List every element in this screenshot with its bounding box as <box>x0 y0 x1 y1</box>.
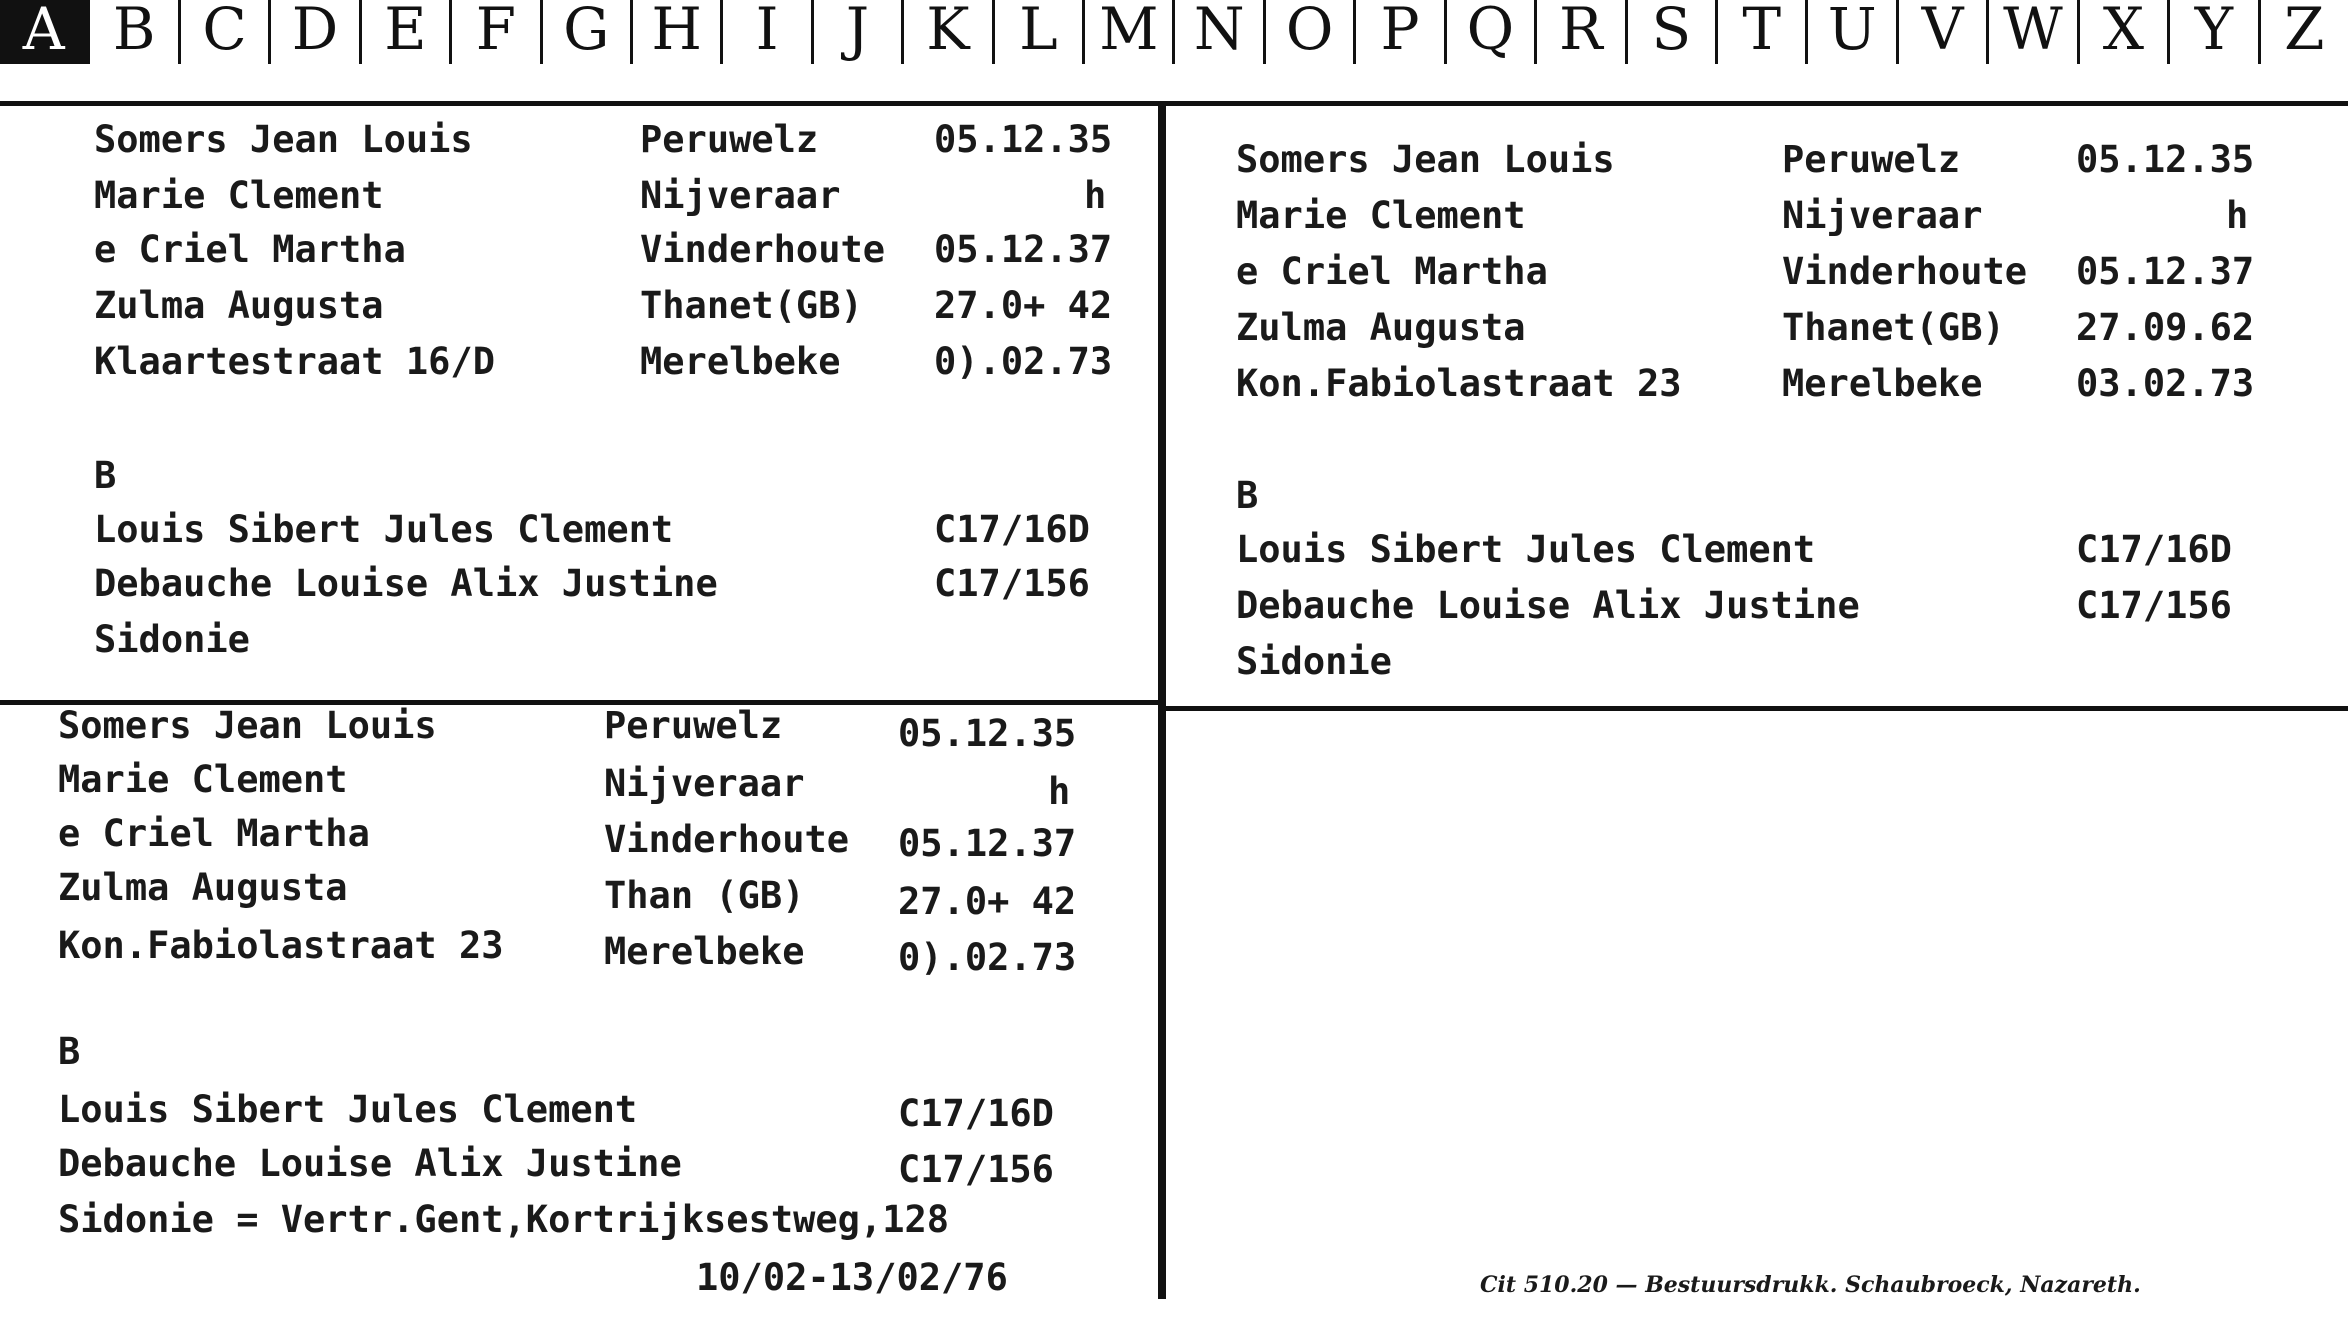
printer-imprint: Cit 510.20 — Bestuursdrukk. Schaubroeck, Nazareth. <box>1480 1272 2141 1298</box>
card-place: Thanet(GB) <box>1782 306 2005 349</box>
card-place: Merelbeke <box>640 340 841 383</box>
alphabet-index <box>0 0 2348 100</box>
card-place: Nijveraar <box>1782 194 1983 237</box>
card-date: 27.0+ 42 <box>898 880 1077 923</box>
card-name: Somers Jean Louis <box>1236 138 1615 181</box>
section-letter: B <box>58 1030 81 1073</box>
card-place: Vinderhoute <box>604 818 850 861</box>
section-letter: B <box>1236 474 1259 517</box>
alphabet-tab-m: M <box>1085 0 1175 64</box>
alphabet-tab-l: L <box>995 0 1085 64</box>
child-name: Sidonie <box>94 618 250 661</box>
card-date: h <box>1048 770 1071 813</box>
alphabet-tab-f: F <box>452 0 542 64</box>
child-name: Louis Sibert Jules Clement <box>1236 528 1816 571</box>
child-code: C17/156 <box>2076 584 2232 627</box>
alphabet-tab-c: C <box>181 0 271 64</box>
card-name: Zulma Augusta <box>1236 306 1526 349</box>
child-name: Sidonie = Vertr.Gent,Kortrijksestweg,128 <box>58 1198 950 1241</box>
alphabet-tab-p: P <box>1356 0 1446 64</box>
card-date: 05.12.35 <box>2076 138 2255 181</box>
card-name: Marie Clement <box>58 758 348 801</box>
child-name: Debauche Louise Alix Justine <box>58 1142 682 1185</box>
child-name: Louis Sibert Jules Clement <box>58 1088 638 1131</box>
card-date: 05.12.37 <box>898 822 1077 865</box>
child-name: Louis Sibert Jules Clement <box>94 508 674 551</box>
card-address: Kon.Fabiolastraat 23 <box>58 924 504 967</box>
card-place: Peruwelz <box>604 704 783 747</box>
child-code: C17/16D <box>2076 528 2232 571</box>
card-name: e Criel Martha <box>1236 250 1548 293</box>
card-place: Merelbeke <box>604 930 805 973</box>
alphabet-tab-u: U <box>1808 0 1898 64</box>
card-date: 0).02.73 <box>898 936 1077 979</box>
card-place: Nijveraar <box>640 174 841 217</box>
header-divider <box>0 101 2348 106</box>
card-date: 05.12.35 <box>934 118 1113 161</box>
card-date: 05.12.37 <box>934 228 1113 271</box>
card-name: Somers Jean Louis <box>94 118 473 161</box>
alphabet-tab-z: Z <box>2284 0 2325 63</box>
alphabet-tab-x: X <box>2080 0 2170 64</box>
child-code: C17/16D <box>934 508 1090 551</box>
card-name: Zulma Augusta <box>94 284 384 327</box>
alphabet-tab-e: E <box>362 0 452 64</box>
alphabet-tab-w: W <box>1989 0 2079 64</box>
card-date: h <box>2226 194 2249 237</box>
alphabet-tab-j: J <box>814 0 904 64</box>
card-date: 05.12.35 <box>898 712 1077 755</box>
card-date: 0).02.73 <box>934 340 1113 383</box>
alphabet-tab-y: Y <box>2170 0 2260 64</box>
alphabet-tab-v: V <box>1899 0 1989 64</box>
card-place: Peruwelz <box>1782 138 1961 181</box>
card-name: Zulma Augusta <box>58 866 348 909</box>
card-date: h <box>1084 174 1107 217</box>
card-date: 27.0+ 42 <box>934 284 1113 327</box>
card-place: Vinderhoute <box>640 228 886 271</box>
alphabet-tab-d: D <box>271 0 361 64</box>
card-place: Merelbeke <box>1782 362 1983 405</box>
child-code: C17/16D <box>898 1092 1054 1135</box>
alphabet-tab-o: O <box>1266 0 1356 64</box>
card-address: Klaartestraat 16/D <box>94 340 495 383</box>
alphabet-tab-s: S <box>1628 0 1718 64</box>
card-date: 05.12.37 <box>2076 250 2255 293</box>
alphabet-tab-k: K <box>904 0 994 64</box>
child-code: C17/156 <box>898 1148 1054 1191</box>
alphabet-tab-r: R <box>1537 0 1627 64</box>
alphabet-tab-n: N <box>1175 0 1265 64</box>
card-name: e Criel Martha <box>94 228 406 271</box>
alphabet-tab-t: T <box>1718 0 1808 64</box>
card-name: e Criel Martha <box>58 812 370 855</box>
card-address: Kon.Fabiolastraat 23 <box>1236 362 1682 405</box>
alphabet-tab-h: H <box>633 0 723 64</box>
card-name: Marie Clement <box>94 174 384 217</box>
card-name: Somers Jean Louis <box>58 704 437 747</box>
card-date: 03.02.73 <box>2076 362 2255 405</box>
card-date: 27.09.62 <box>2076 306 2255 349</box>
card-place: Nijveraar <box>604 762 805 805</box>
section-letter: B <box>94 454 117 497</box>
child-name: Debauche Louise Alix Justine <box>1236 584 1860 627</box>
card-name: Marie Clement <box>1236 194 1526 237</box>
alphabet-tab-b: B <box>90 0 180 64</box>
alphabet-tab-i: I <box>723 0 813 64</box>
handwritten-date-range: 10/02-13/02/76 <box>696 1256 1008 1299</box>
right-horizontal-divider <box>1162 706 2348 711</box>
child-name: Debauche Louise Alix Justine <box>94 562 718 605</box>
child-code: C17/156 <box>934 562 1090 605</box>
card-place: Thanet(GB) <box>640 284 863 327</box>
alphabet-tab-q: Q <box>1447 0 1537 64</box>
card-place: Vinderhoute <box>1782 250 2028 293</box>
card-place: Peruwelz <box>640 118 819 161</box>
child-name: Sidonie <box>1236 640 1392 683</box>
card-place: Than (GB) <box>604 874 805 917</box>
alphabet-tab-g: G <box>543 0 633 64</box>
alphabet-tab-a: A <box>0 0 90 64</box>
